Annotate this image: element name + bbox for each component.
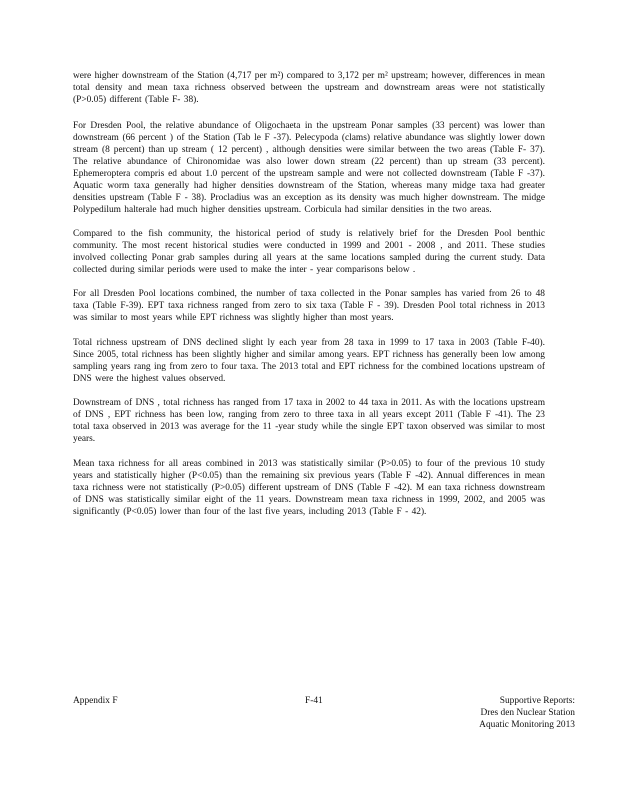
footer-report-title — [479, 696, 575, 732]
paragraph-upstream-richness: Total richness upstream of DNS declined slight ly each year from 28 taxa in 1999 to 17 taxa in 2003 (Table F-40). Since 2005, total richness has been slightly higher and similar among years. EPT richness has generally been low among sampling years rang ing from zero to four taxa. The 2013 total and EPT richness for the combined locations upstream of DNS were the highest values observed. — [73, 337, 545, 384]
paragraph-downstream-richness: Downstream of DNS , total richness has ranged from 17 taxa in 2002 to 44 taxa in 2011. As with the locations upstream of DNS , EPT richness has been low, ranging from zero to three taxa in all years except 2011 (Table F -41). The 23 total taxa observed in 2013 was average for the 11 -year study while the single EPT taxon observed was similar to most years. — [73, 398, 545, 445]
paragraph-taxa-range: For all Dresden Pool locations combined, the number of taxa collected in the Ponar samples has varied from 26 to 48 taxa (Table F-39). EPT taxa richness ranged from zero to six taxa (Table F - 39). Dresden Pool total richness in 2013 was similar to most years while EPT richness was slightly higher than most years. — [73, 289, 545, 324]
paragraph-density-comparison: were higher downstream of the Station (4,717 per m²) compared to 3,172 per m² upstream; however, differences in mean total density and mean taxa richness observed between the upstream and downstream areas were not statistically (P>0.05) different (Table F- 38). — [73, 71, 545, 105]
footer-report-line-2: Dres den Nuclear Station — [480, 707, 575, 718]
paragraph-mean-taxa-richness: Mean taxa richness for all areas combined in 2013 was statistically similar (P>0.05) to four of the previous 10 study years and statistically higher (P<0.05) than the remaining six previous years (Table F -42). Annual differences in mean taxa richness were not statistically (P>0.05) different upstream of DNS (Table F -42). M ean taxa richness downstream of DNS was statistically similar eight of the 11 years. Downstream mean taxa richness in 1999, 2002, and 2005 was significantly (P<0.05) lower than four of the last five years, including 2013 (Table F - 42). — [73, 458, 545, 517]
page-number: F-41 — [305, 696, 323, 706]
footer-report-line-1: Supportive Reports: — [499, 696, 575, 706]
footer-report-line-3: Aquatic Monitoring 2013 — [479, 719, 575, 730]
body-text — [73, 71, 545, 531]
paragraph-dresden-relative-abundance: For Dresden Pool, the relative abundance of Oligochaeta in the upstream Ponar samples (33 percent) was lower than downstream (66 percent ) of the Station (Tab le F -37). Pelecypoda (clams) relative abundance was slightly lower down stream (8 percent) than up stream ( 12 percent) , although densities were similar between the two areas (Table F- 37). The relative abundance of Chironomidae was also lower down stream (22 percent) than up stream (33 percent). Ephemeroptera compris ed about 1.0 percent of the upstream sample and were not collected downstream (Table F -37). Aquatic worm taxa generally had higher densities downstream of the Station, whereas many midge taxa had greater densities upstream (Table F - 38). Procladius was an exception as its density was much higher downstream. The midge Polypedilum halterale had much higher densities upstream. Corbicula had similar densities in the two areas. — [73, 120, 545, 215]
paragraph-historical-studies: Compared to the fish community, the historical period of study is relatively brief for the Dresden Pool benthic community. The most recent historical studies were conducted in 1999 and 2001 - 2008 , and 2011. These studies involved collecting Ponar grab samples during all years at the same locations sampled during the current study. Data collected during similar periods were used to make the inter - year comparisons below . — [73, 229, 545, 275]
footer-appendix-label: Appendix F — [73, 696, 118, 706]
